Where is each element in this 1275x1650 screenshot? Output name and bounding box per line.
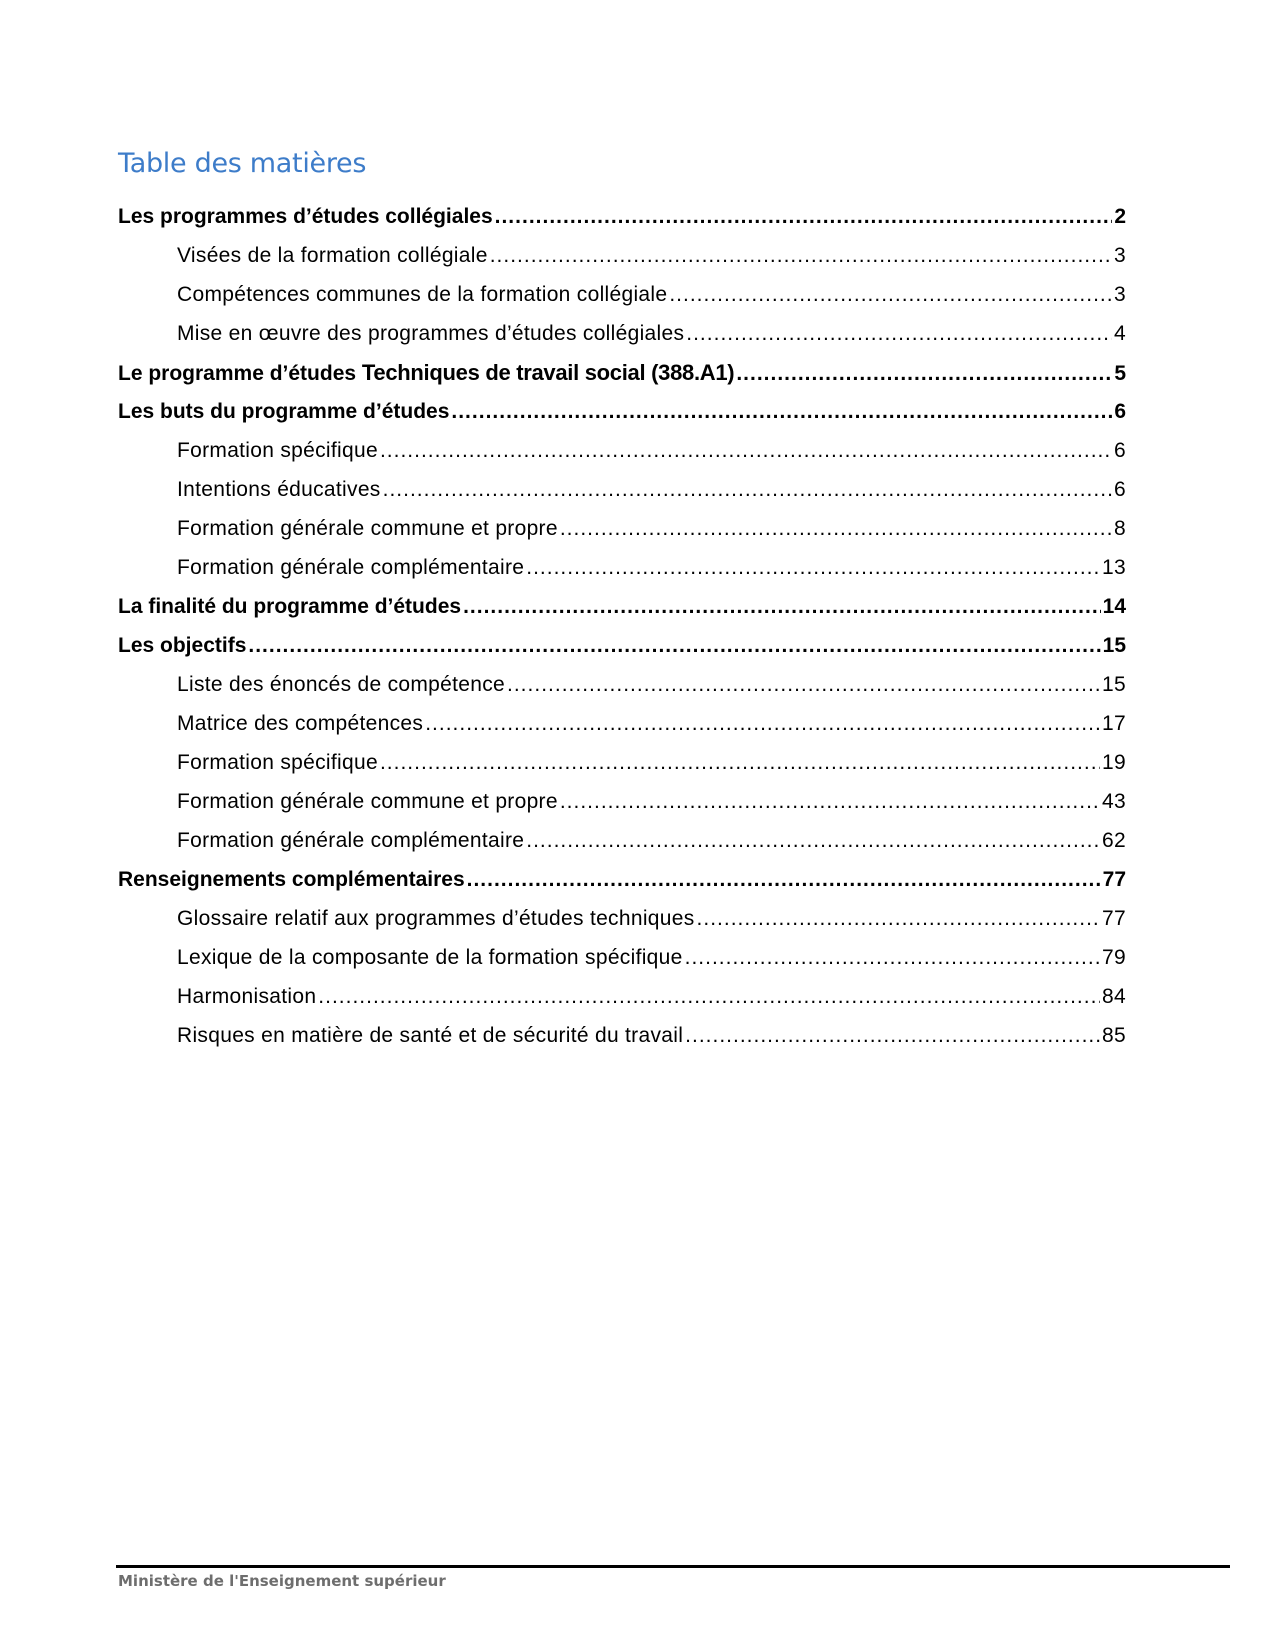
toc-page-number: 77 <box>1102 868 1126 891</box>
toc-entry-label: Risques en matière de santé et de sécurité du travail <box>177 1024 684 1047</box>
toc-dot-leader <box>526 821 1100 860</box>
toc-entry-label: Formation générale commune et propre <box>177 790 558 813</box>
toc-entry[interactable] <box>118 353 1126 392</box>
toc-page-number: 8 <box>1114 517 1126 540</box>
toc-dot-leader <box>669 275 1112 314</box>
toc-entry-label: Formation générale commune et propre <box>177 517 558 540</box>
toc-entry[interactable] <box>118 977 1126 1016</box>
toc-dot-leader <box>686 314 1112 353</box>
toc-entry-label: Les buts du programme d’études <box>118 400 450 423</box>
toc-entry[interactable] <box>118 626 1126 665</box>
toc-entry-label: Matrice des compétences <box>177 712 424 735</box>
toc-entry-label: Formation spécifique <box>177 439 378 462</box>
toc-entry[interactable] <box>118 236 1126 275</box>
toc-page-number: 6 <box>1114 439 1126 462</box>
toc-page-number: 6 <box>1114 478 1126 501</box>
toc-entry[interactable] <box>118 275 1126 314</box>
toc-entry-label <box>118 353 734 392</box>
toc-page-number: 62 <box>1102 829 1126 852</box>
footer-divider <box>116 1565 1230 1568</box>
toc-page-number: 85 <box>1102 1024 1126 1047</box>
toc-dot-leader <box>451 392 1112 431</box>
toc-entry[interactable] <box>118 548 1126 587</box>
toc-entry-label-prefix: Le programme d’études <box>118 362 362 385</box>
toc-page-number: 77 <box>1102 907 1126 930</box>
toc-dot-leader <box>467 860 1101 899</box>
toc-dot-leader <box>380 743 1100 782</box>
toc-dot-leader <box>425 704 1100 743</box>
toc-entry[interactable] <box>118 743 1126 782</box>
toc-page-number: 43 <box>1102 790 1126 813</box>
toc-entry[interactable] <box>118 782 1126 821</box>
toc-dot-leader <box>685 938 1100 977</box>
toc-dot-leader <box>697 899 1101 938</box>
toc-entry-label: La finalité du programme d’études <box>118 595 462 618</box>
toc-entry-label: Lexique de la composante de la formation spécifique <box>177 946 683 969</box>
footer-ministry-name: Ministère de l'Enseignement supérieur <box>118 1572 446 1590</box>
toc-page-number: 6 <box>1114 400 1126 423</box>
toc-entry-label: Formation spécifique <box>177 751 378 774</box>
toc-page-number: 3 <box>1114 283 1126 306</box>
toc-dot-leader <box>736 354 1112 392</box>
toc-entry[interactable] <box>118 704 1126 743</box>
toc-page-number: 79 <box>1102 946 1126 969</box>
toc-page-number: 3 <box>1114 244 1126 267</box>
toc-dot-leader <box>495 197 1113 236</box>
toc-entry-label: Formation générale complémentaire <box>177 829 525 852</box>
toc-entry[interactable] <box>118 1016 1126 1055</box>
toc-dot-leader <box>490 236 1112 275</box>
toc-page-number: 15 <box>1102 634 1126 657</box>
toc-entry[interactable] <box>118 899 1126 938</box>
toc-entry-label: Visées de la formation collégiale <box>177 244 488 267</box>
toc-entry[interactable] <box>118 470 1126 509</box>
toc-dot-leader <box>380 431 1112 470</box>
toc-entry-label: Mise en œuvre des programmes d’études collégiales <box>177 322 685 345</box>
toc-entry[interactable] <box>118 314 1126 353</box>
toc-entry[interactable] <box>118 665 1126 704</box>
toc-entry[interactable] <box>118 821 1126 860</box>
toc-page-number: 2 <box>1114 205 1126 228</box>
toc-entry[interactable] <box>118 509 1126 548</box>
toc-entry-label: Glossaire relatif aux programmes d’études techniques <box>177 907 695 930</box>
toc-page-number: 17 <box>1102 712 1126 735</box>
toc-entry[interactable] <box>118 197 1126 236</box>
toc-entry[interactable] <box>118 860 1126 899</box>
toc-dot-leader <box>463 587 1101 626</box>
toc-entry[interactable] <box>118 392 1126 431</box>
toc-entry[interactable] <box>118 938 1126 977</box>
toc-dot-leader <box>248 626 1100 665</box>
program-name: Techniques de travail social (388.A1) <box>361 360 735 385</box>
toc-dot-leader <box>507 665 1100 704</box>
toc-page-number: 19 <box>1102 751 1126 774</box>
toc-page-number: 4 <box>1114 322 1126 345</box>
toc-dot-leader <box>318 977 1100 1016</box>
toc-entry-label: Renseignements complémentaires <box>118 868 465 891</box>
toc-dot-leader <box>560 782 1100 821</box>
toc-entry-label: Formation générale complémentaire <box>177 556 525 579</box>
toc-page-number: 13 <box>1102 556 1126 579</box>
toc-page-number: 5 <box>1114 362 1126 385</box>
toc-dot-leader <box>685 1016 1100 1055</box>
toc-entry-label: Harmonisation <box>177 985 317 1008</box>
toc-entry[interactable] <box>118 431 1126 470</box>
toc-entry-label: Les objectifs <box>118 634 247 657</box>
table-of-contents <box>118 197 1126 1055</box>
toc-entry[interactable] <box>118 587 1126 626</box>
toc-entry-label: Compétences communes de la formation collégiale <box>177 283 668 306</box>
toc-entry-label: Liste des énoncés de compétence <box>177 673 506 696</box>
toc-dot-leader <box>560 509 1112 548</box>
toc-page-number: 84 <box>1102 985 1126 1008</box>
page-title: Table des matières <box>118 148 367 179</box>
toc-page-number: 14 <box>1102 595 1126 618</box>
toc-page-number: 15 <box>1102 673 1126 696</box>
toc-dot-leader <box>526 548 1100 587</box>
toc-dot-leader <box>383 470 1112 509</box>
toc-entry-label: Les programmes d’études collégiales <box>118 205 493 228</box>
toc-entry-label: Intentions éducatives <box>177 478 381 501</box>
